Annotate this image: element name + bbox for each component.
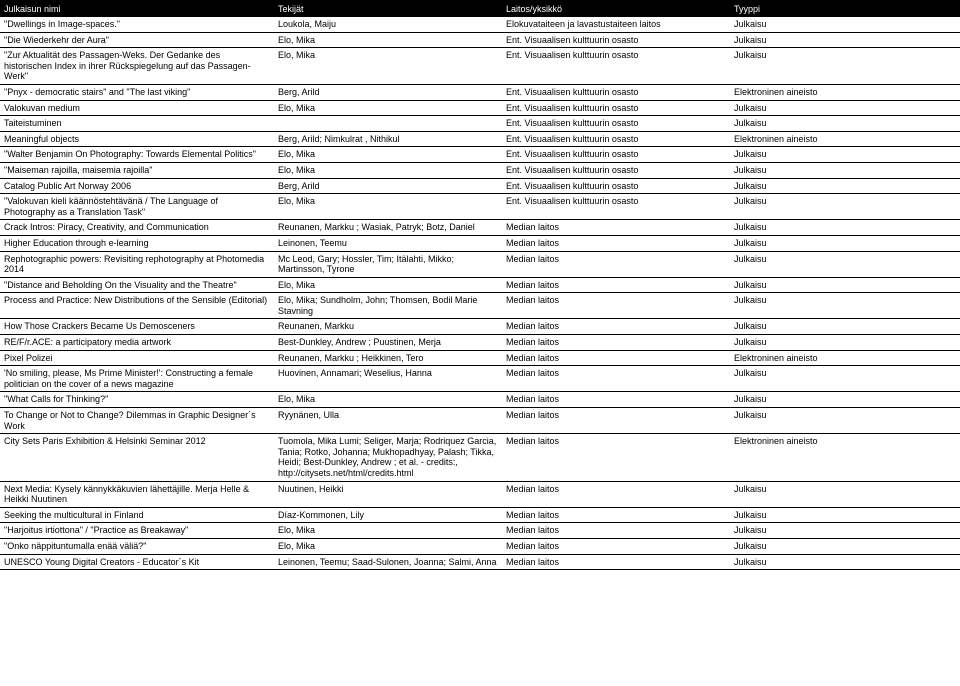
cell-type: Julkaisu <box>730 48 960 85</box>
cell-publication-name: RE/F/r.ACE: a participatory media artwork <box>0 335 274 351</box>
cell-type: Julkaisu <box>730 507 960 523</box>
table-row <box>0 434 960 481</box>
cell-publication-name: Seeking the multicultural in Finland <box>0 507 274 523</box>
cell-department: Ent. Visuaalisen kulttuurin osasto <box>502 32 730 48</box>
cell-authors: Elo, Mika <box>274 100 502 116</box>
cell-authors: Elo, Mika <box>274 392 502 408</box>
cell-department: Median laitos <box>502 293 730 319</box>
cell-authors: Reunanen, Markku ; Wasiak, Patryk; Botz, Daniel <box>274 220 502 236</box>
cell-authors: Elo, Mika <box>274 277 502 293</box>
table-row <box>0 48 960 85</box>
cell-type: Julkaisu <box>730 408 960 434</box>
cell-authors: Elo, Mika <box>274 523 502 539</box>
table-row <box>0 538 960 554</box>
cell-department: Median laitos <box>502 554 730 570</box>
cell-type: Julkaisu <box>730 178 960 194</box>
table-row <box>0 392 960 408</box>
cell-publication-name: "Dwellings in Image-spaces." <box>0 17 274 32</box>
cell-department: Ent. Visuaalisen kulttuurin osasto <box>502 194 730 220</box>
cell-publication-name: Valokuvan medium <box>0 100 274 116</box>
cell-department: Ent. Visuaalisen kulttuurin osasto <box>502 147 730 163</box>
table-row <box>0 366 960 392</box>
cell-type: Julkaisu <box>730 277 960 293</box>
cell-publication-name: Higher Education through e-learning <box>0 235 274 251</box>
cell-publication-name: Next Media: Kysely kännykkäkuvien lähettäjille. Merja Helle & Heikki Nuutinen <box>0 481 274 507</box>
cell-type: Julkaisu <box>730 319 960 335</box>
cell-publication-name: Meaningful objects <box>0 131 274 147</box>
cell-department: Median laitos <box>502 481 730 507</box>
cell-authors: Reunanen, Markku ; Heikkinen, Tero <box>274 350 502 366</box>
table-row <box>0 408 960 434</box>
table-row <box>0 116 960 132</box>
cell-publication-name: Process and Practice: New Distributions of the Sensible (Editorial) <box>0 293 274 319</box>
cell-department: Elokuvataiteen ja lavastustaiteen laitos <box>502 17 730 32</box>
cell-type: Julkaisu <box>730 366 960 392</box>
cell-department: Ent. Visuaalisen kulttuurin osasto <box>502 162 730 178</box>
cell-type: Julkaisu <box>730 392 960 408</box>
cell-publication-name: "Onko näppituntumalla enää väliä?" <box>0 538 274 554</box>
table-row <box>0 481 960 507</box>
cell-type: Julkaisu <box>730 293 960 319</box>
cell-department: Median laitos <box>502 235 730 251</box>
cell-publication-name: Catalog Public Art Norway 2006 <box>0 178 274 194</box>
cell-publication-name: "Valokuvan kieli käännöstehtävänä / The Language of Photography as a Translation Task" <box>0 194 274 220</box>
table-row <box>0 554 960 570</box>
cell-type: Julkaisu <box>730 32 960 48</box>
cell-department: Ent. Visuaalisen kulttuurin osasto <box>502 84 730 100</box>
table-row <box>0 350 960 366</box>
cell-type: Julkaisu <box>730 335 960 351</box>
cell-type: Julkaisu <box>730 100 960 116</box>
cell-department: Ent. Visuaalisen kulttuurin osasto <box>502 116 730 132</box>
header-department: Laitos/yksikkö <box>502 0 730 17</box>
cell-publication-name: "What Calls for Thinking?" <box>0 392 274 408</box>
cell-publication-name: Pixel Polizei <box>0 350 274 366</box>
cell-type: Julkaisu <box>730 235 960 251</box>
table-row <box>0 162 960 178</box>
table-row <box>0 84 960 100</box>
table-row <box>0 147 960 163</box>
cell-type: Julkaisu <box>730 220 960 236</box>
cell-authors: Leinonen, Teemu <box>274 235 502 251</box>
cell-authors: Huovinen, Annamari; Weselius, Hanna <box>274 366 502 392</box>
table-header-row <box>0 0 960 17</box>
cell-authors: Nuutinen, Heikki <box>274 481 502 507</box>
table-row <box>0 277 960 293</box>
cell-type: Julkaisu <box>730 251 960 277</box>
cell-publication-name: How Those Crackers Became Us Demosceners <box>0 319 274 335</box>
cell-authors: Elo, Mika <box>274 48 502 85</box>
cell-publication-name: "Walter Benjamin On Photography: Towards Elemental Politics" <box>0 147 274 163</box>
header-authors: Tekijät <box>274 0 502 17</box>
cell-type: Julkaisu <box>730 523 960 539</box>
cell-authors: Elo, Mika <box>274 32 502 48</box>
table-body <box>0 17 960 570</box>
cell-type: Elektroninen aineisto <box>730 131 960 147</box>
cell-type: Elektroninen aineisto <box>730 434 960 481</box>
cell-authors: Mc Leod, Gary; Hossler, Tim; Itälahti, Mikko; Martinsson, Tyrone <box>274 251 502 277</box>
cell-publication-name: "Pnyx - democratic stairs" and "The last viking" <box>0 84 274 100</box>
table-row <box>0 319 960 335</box>
table-row <box>0 507 960 523</box>
cell-type: Julkaisu <box>730 194 960 220</box>
cell-authors: Elo, Mika <box>274 147 502 163</box>
cell-type: Julkaisu <box>730 17 960 32</box>
table-row <box>0 32 960 48</box>
cell-authors: Loukola, Maiju <box>274 17 502 32</box>
cell-authors: Elo, Mika <box>274 194 502 220</box>
cell-department: Ent. Visuaalisen kulttuurin osasto <box>502 48 730 85</box>
cell-type: Julkaisu <box>730 116 960 132</box>
table-row <box>0 194 960 220</box>
cell-publication-name: "Zur Aktualität des Passagen-Weks. Der Gedanke des historischen Index in ihrer Rückspiegelung auf das Passagen-Werk" <box>0 48 274 85</box>
table-row <box>0 335 960 351</box>
table-row <box>0 235 960 251</box>
cell-department: Median laitos <box>502 538 730 554</box>
cell-authors: Elo, Mika; Sundholm, John; Thomsen, Bodil Marie Stavning <box>274 293 502 319</box>
cell-authors: Elo, Mika <box>274 538 502 554</box>
cell-authors: Berg, Arild <box>274 178 502 194</box>
cell-department: Median laitos <box>502 507 730 523</box>
cell-publication-name: To Change or Not to Change? Dilemmas in Graphic Designer´s Work <box>0 408 274 434</box>
table-row <box>0 220 960 236</box>
cell-department: Ent. Visuaalisen kulttuurin osasto <box>502 100 730 116</box>
cell-department: Median laitos <box>502 220 730 236</box>
cell-authors: Best-Dunkley, Andrew ; Puustinen, Merja <box>274 335 502 351</box>
cell-department: Median laitos <box>502 392 730 408</box>
cell-type: Elektroninen aineisto <box>730 84 960 100</box>
cell-publication-name: UNESCO Young Digital Creators - Educator´s Kit <box>0 554 274 570</box>
cell-department: Median laitos <box>502 335 730 351</box>
cell-department: Median laitos <box>502 277 730 293</box>
cell-publication-name: Taiteistuminen <box>0 116 274 132</box>
table-row <box>0 131 960 147</box>
cell-department: Median laitos <box>502 251 730 277</box>
cell-authors: Tuomola, Mika Lumi; Seliger, Marja; Rodriquez Garcia, Tania; Rotko, Johanna; Mukhopadhyay, Palash; Tikka, Heidi; Best-Dunkley, Andrew ; et al. - credits:, http://citysets.net/html/credits.html <box>274 434 502 481</box>
cell-department: Ent. Visuaalisen kulttuurin osasto <box>502 131 730 147</box>
cell-department: Median laitos <box>502 366 730 392</box>
cell-department: Median laitos <box>502 350 730 366</box>
table-row <box>0 100 960 116</box>
cell-authors: Leinonen, Teemu; Saad-Sulonen, Joanna; Salmi, Anna <box>274 554 502 570</box>
cell-publication-name: "Maiseman rajoilla, maisemia rajoilla" <box>0 162 274 178</box>
table-row <box>0 523 960 539</box>
cell-type: Julkaisu <box>730 538 960 554</box>
table-row <box>0 293 960 319</box>
table-row <box>0 17 960 32</box>
cell-type: Julkaisu <box>730 554 960 570</box>
cell-department: Ent. Visuaalisen kulttuurin osasto <box>502 178 730 194</box>
cell-publication-name: "Distance and Beholding On the Visuality and the Theatre" <box>0 277 274 293</box>
cell-department: Median laitos <box>502 408 730 434</box>
header-publication-name: Julkaisun nimi <box>0 0 274 17</box>
cell-type: Julkaisu <box>730 481 960 507</box>
cell-publication-name: "Harjoitus irtiottona" / "Practice as Breakaway" <box>0 523 274 539</box>
cell-authors: Reunanen, Markku <box>274 319 502 335</box>
cell-publication-name: 'No smiling, please, Ms Prime Minister!': Constructing a female politician on the cover of a news magazine <box>0 366 274 392</box>
cell-authors: Berg, Arild; Nimkulrat , Nithikul <box>274 131 502 147</box>
cell-department: Median laitos <box>502 523 730 539</box>
cell-department: Median laitos <box>502 434 730 481</box>
cell-authors: Elo, Mika <box>274 162 502 178</box>
cell-authors: Berg, Arild <box>274 84 502 100</box>
table-row <box>0 251 960 277</box>
cell-publication-name: City Sets Paris Exhibition & Helsinki Seminar 2012 <box>0 434 274 481</box>
cell-type: Julkaisu <box>730 147 960 163</box>
cell-department: Median laitos <box>502 319 730 335</box>
cell-type: Elektroninen aineisto <box>730 350 960 366</box>
cell-authors: Ryynänen, Ulla <box>274 408 502 434</box>
cell-authors: Díaz-Kommonen, Lily <box>274 507 502 523</box>
cell-authors <box>274 116 502 132</box>
cell-publication-name: Rephotographic powers: Revisiting rephotography at Photomedia 2014 <box>0 251 274 277</box>
table-row <box>0 178 960 194</box>
cell-publication-name: Crack Intros: Piracy, Creativity, and Communication <box>0 220 274 236</box>
cell-publication-name: "Die Wiederkehr der Aura" <box>0 32 274 48</box>
cell-type: Julkaisu <box>730 162 960 178</box>
header-type: Tyyppi <box>730 0 960 17</box>
